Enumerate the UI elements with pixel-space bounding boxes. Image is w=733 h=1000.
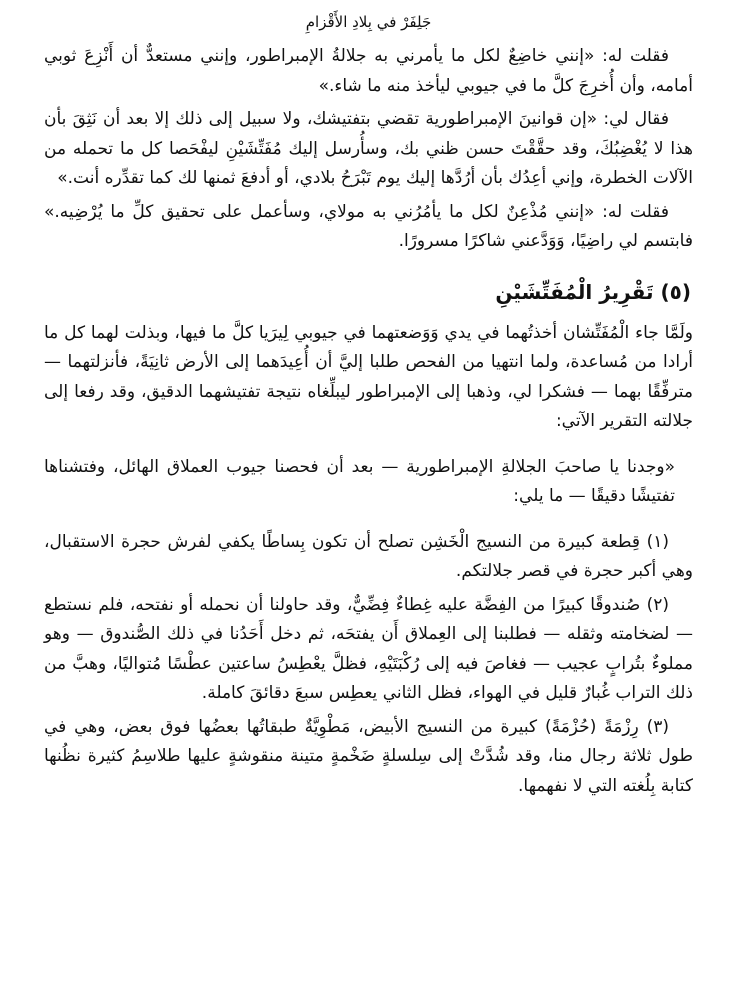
paragraph: فقلت له: «إنني خاضِعٌ لكل ما يأمرني به جلالةُ الإمبراطور، وإنني مستعدٌّ أن أَنْزِعَ ثوبي أمامه، وأن أُخرِجَ كلَّ ما في جيوبي ليأخذ منه ما شاء.» bbox=[44, 46, 693, 96]
paragraph: ولَمَّا جاء الْمُفَتِّشان أخذتُهما في يدي وَوَضعتهما في جيوبي لِيرَيا كلَّ ما فيها، وبذلت لهما كل ما أرادا من مُساعدة، ولما انتهيا من الفحص طلبا إليَّ أن أُعِيدَهما إلى الأرض ثانِيَةً، فأنزلتهما — مترفِّقًا بهما — فشكرا لي، وذهبا إلى الإمبراطور ليبلِّغاه نتيجة تفتيشهما الدقيق، وقد رفعا إلى جلالته التقرير الآتي: bbox=[44, 322, 693, 431]
paragraph: فقال لي: «إن قوانينَ الإمبراطورية تقضي بتفتيشك، ولا سبيل إلى ذلك إلا بعد أن نَثِقَ بأن هذا لا يُغْضِبُكَ، وقد حقَّقْتَ حسن ظني بك، وسأُرسل إليك مُفَتِّشَيْنِ ليفْحَصا كل ما تحمله من الآلات الخطرة، وإني أعِدُك بأن أرُدَّها إليك يوم تَبْرَحُ بلادي، أو أدفعَ ثمنها لك كما تقدِّره أنت.» bbox=[44, 109, 693, 188]
spacer bbox=[44, 516, 693, 528]
spacer bbox=[44, 441, 693, 453]
list-item: (٣) رِزْمَةً (حُزْمَةً) كبيرة من النسيج الأبيض، مَطْوِيَّةٌ طبقاتُها بعضُها فوق بعض، وهي في طول ثلاثة رجال منا، وقد شُدَّتْ إلى سِلسلةٍ ضَخْمةٍ متينة منقوشةٍ عليها طلاسِمُ كثيرة نظُنها كتابة بِلُغته التي لا نفهمها. bbox=[44, 716, 693, 796]
list-item: (٢) صُندوقًا كبيرًا من الفِضَّة عليه غِطاءٌ فِضِّيٌّ، وقد حاولنا أن نحمله أو نفتحه، فلم نستطع — لضخامته وثقله — فطلبنا إلى العِملاق أَن يفتحَه، ثم دخل أَحَدُنا في ذلك الصُّندوق — وهو مملوءٌ بتُرابٍ عجيب — فغاصَ فيه إلى رُكْبَتَيْهِ، فظلَّ يعْطِسُ ساعتين عطْسًا مُتواليًا، وهبَّ من ذلك التراب غُبارٌ قليل في الهواء، فظل الثاني يعطِس سبعَ دقائقَ كاملة. bbox=[44, 594, 693, 703]
section-title: (٥) تَقْرِيرُ الْمُفَتِّشَيْنِ bbox=[495, 279, 691, 304]
paragraph: فقلت له: «إنني مُذْعِنٌ لكل ما يأمُرُني به مولاي، وسأعمل على تحقيق كلِّ ما يُرْضِيه.» فابتسم لي راضِيًا، وَوَدَّعني شاكرًا مسرورًا. bbox=[44, 201, 693, 251]
list-item: (١) قِطعة كبيرة من النسيج الْخَشِن تصلح أن تكون بِساطًا يكفي لفرش حجرة الاستقبال، وهي أكبر حجرة في قصر جلالتكم. bbox=[44, 531, 693, 581]
running-title: جَلِفَرْ في بِلادِ الأَقْزامِ bbox=[305, 13, 432, 31]
quote-intro: «وجدنا يا صاحبَ الجلالةِ الإمبراطورية — بعد أن فحصنا جيوب العملاق الهائل، وفتشناها تفتيشًا دقيقًا — ما يلي: bbox=[44, 456, 675, 506]
